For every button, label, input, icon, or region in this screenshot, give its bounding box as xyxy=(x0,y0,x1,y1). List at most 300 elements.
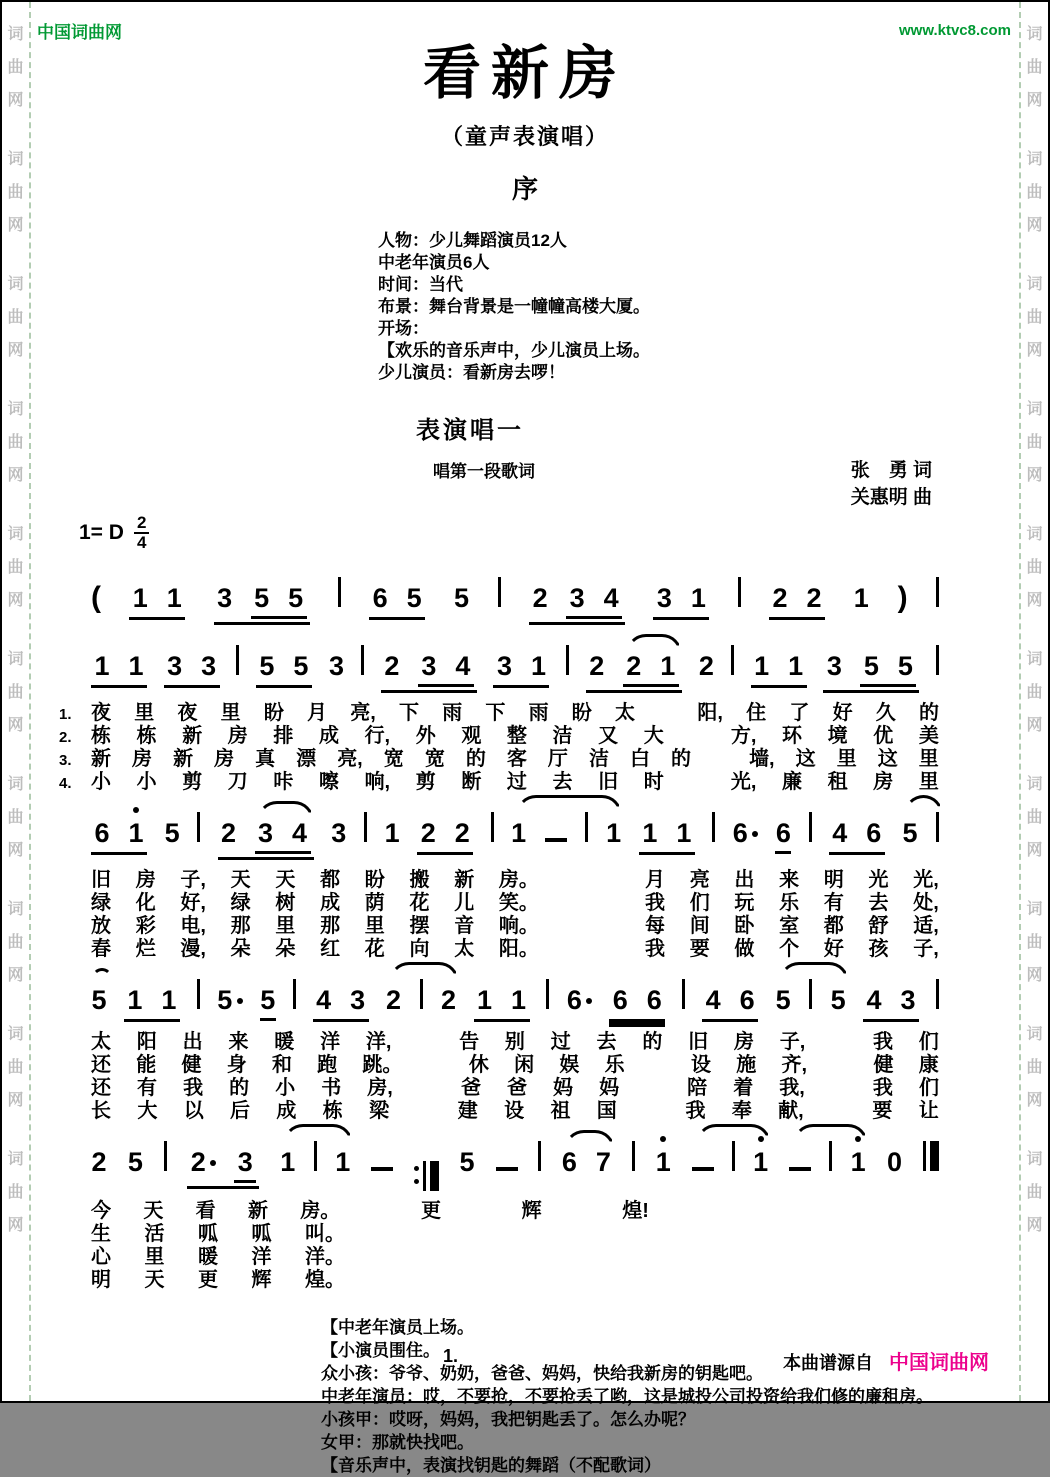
watermark-char: 词 xyxy=(1026,151,1043,168)
syllable: 里 xyxy=(275,915,296,937)
syllable: 我 xyxy=(645,938,665,960)
syllable: 房 xyxy=(132,748,153,770)
music-line-5 xyxy=(91,1141,939,1191)
syllable: 租 xyxy=(827,771,848,793)
text-line: 少儿演员：看新房去啰！ xyxy=(378,363,565,382)
syllable: 看 xyxy=(195,1200,216,1222)
syllable: 方, xyxy=(730,725,757,747)
syllable: 里 xyxy=(836,748,857,770)
barline xyxy=(420,979,423,1009)
note: 5 xyxy=(91,985,107,1015)
barline xyxy=(197,979,200,1009)
syllable: 笑。 xyxy=(498,892,539,914)
dash-note xyxy=(496,1167,518,1171)
syllable: 红 xyxy=(320,938,341,960)
note: 4 xyxy=(866,985,882,1015)
watermark-char: 网 xyxy=(7,342,24,359)
barline xyxy=(164,1141,167,1171)
note: 3 xyxy=(350,985,366,1015)
octave-dot xyxy=(855,1136,861,1142)
syllable: 咔 xyxy=(273,771,294,793)
barline xyxy=(538,1141,541,1171)
dash-note xyxy=(371,1167,393,1171)
beam-group xyxy=(214,583,310,625)
barline xyxy=(293,979,296,1009)
site-name-link[interactable]: 中国词曲网 xyxy=(37,23,122,42)
watermark-char: 网 xyxy=(1026,592,1043,609)
note: 1 xyxy=(853,583,869,613)
syllable: 观 xyxy=(461,725,482,747)
watermark-char: 词 xyxy=(7,276,24,293)
lyric-row xyxy=(59,726,939,746)
note: 3 xyxy=(331,818,347,848)
note: 1 xyxy=(384,818,400,848)
barline xyxy=(712,812,715,842)
verse-number: 2. xyxy=(59,729,72,746)
beam-group xyxy=(623,651,679,687)
composer-credit: 关惠明 曲 xyxy=(850,487,932,508)
note: 3 xyxy=(329,651,345,681)
note: 2 xyxy=(698,651,714,681)
watermark-char: 曲 xyxy=(1026,684,1043,701)
syllable: 厅 xyxy=(547,748,568,770)
site-url-link[interactable]: www.ktvc8.com xyxy=(899,22,1011,39)
music-line-2 xyxy=(91,645,939,693)
note: 6 xyxy=(612,985,628,1015)
lyric-row xyxy=(59,870,939,890)
syllable: 摆 xyxy=(409,915,430,937)
note: 1 xyxy=(335,1147,351,1177)
syllable: 里 xyxy=(918,748,939,770)
page-content xyxy=(33,2,1017,1475)
note: 6 xyxy=(866,818,882,848)
syllable: 剪 xyxy=(415,771,436,793)
syllable: 去 xyxy=(552,771,573,793)
text-line: 时间：当代 xyxy=(378,275,463,294)
barline xyxy=(829,1141,832,1171)
beam-group xyxy=(313,985,369,1022)
syllable: 绿 xyxy=(230,892,251,914)
syllable: 建 xyxy=(457,1100,478,1122)
watermark-char: 曲 xyxy=(1026,559,1043,576)
syllable: 暖 xyxy=(198,1246,218,1268)
note: 3 xyxy=(258,818,274,848)
watermark-char: 曲 xyxy=(1026,809,1043,826)
syllable: 宽 xyxy=(424,748,445,770)
syllable: 向 xyxy=(409,938,430,960)
note: 5 xyxy=(288,583,304,613)
note: 3 xyxy=(569,583,585,613)
syllable: 祖 xyxy=(550,1100,571,1122)
note: 4 xyxy=(832,818,848,848)
syllable: 亮, xyxy=(337,748,363,770)
slur-group xyxy=(255,818,311,854)
note: 4 xyxy=(603,583,619,613)
syllable: 好, xyxy=(180,892,206,914)
watermark-char: 曲 xyxy=(1026,59,1043,76)
lyric-row xyxy=(59,703,939,723)
syllable: 乐 xyxy=(604,1054,625,1076)
syllable: 那 xyxy=(230,915,251,937)
syllable: 的 xyxy=(918,702,939,724)
beam-group xyxy=(218,818,314,860)
syllable: 下 xyxy=(398,702,419,724)
instruction-credits-row xyxy=(33,457,1017,511)
syllable: 里 xyxy=(364,915,385,937)
note: 6 xyxy=(739,985,755,1015)
syllable: 成 xyxy=(276,1100,297,1122)
watermark-char: 词 xyxy=(7,1151,24,1168)
watermark-char: 网 xyxy=(1026,217,1043,234)
watermark-char: 曲 xyxy=(1026,434,1043,451)
beam-group xyxy=(91,651,147,688)
watermark-char: 网 xyxy=(1026,1217,1043,1234)
syllable: 太 xyxy=(91,1031,111,1053)
syllable: 子, xyxy=(779,1031,806,1053)
note: 5 xyxy=(260,985,276,1021)
syllable: 真 xyxy=(255,748,276,770)
syllable: 洁 xyxy=(552,725,573,747)
syllable: 光 xyxy=(868,869,889,891)
syllable: 我 xyxy=(872,1077,893,1099)
note: 1 xyxy=(850,1147,866,1178)
syllable: 房 xyxy=(873,771,894,793)
syllable: 们 xyxy=(689,892,710,914)
syllable: 明 xyxy=(91,1269,111,1291)
note: 6 xyxy=(566,985,592,1016)
syllable: 都 xyxy=(823,915,844,937)
dash-note xyxy=(692,1167,714,1171)
time-signature xyxy=(134,515,149,551)
watermark-char: 网 xyxy=(1026,92,1043,109)
syllable: 洁 xyxy=(588,748,609,770)
syllable: 房。 xyxy=(498,869,539,891)
section-heading: 表演唱一 xyxy=(416,417,524,444)
syllable: 卧 xyxy=(734,915,755,937)
syllable: 的 xyxy=(671,748,691,770)
barline xyxy=(338,577,341,607)
note: 2 xyxy=(626,651,642,681)
syllable: 呱 xyxy=(251,1223,272,1245)
syllable: 我 xyxy=(872,1031,893,1053)
note: 3 xyxy=(421,651,437,681)
syllable: 做 xyxy=(734,938,755,960)
syllable: 漂 xyxy=(296,748,317,770)
syllable: 齐, xyxy=(781,1054,808,1076)
lyric-row xyxy=(59,1201,939,1221)
syllable: 能 xyxy=(136,1054,157,1076)
watermark-char: 曲 xyxy=(1026,309,1043,326)
note: 3 xyxy=(900,985,916,1015)
watermark-char: 曲 xyxy=(7,59,24,76)
stage-script-block xyxy=(321,1316,1017,1477)
watermark-char: 网 xyxy=(1026,467,1043,484)
syllable: 心 xyxy=(91,1246,111,1268)
syllable: 长 xyxy=(91,1100,111,1122)
song-subtitle: （童声表演唱） xyxy=(440,124,609,149)
barline xyxy=(566,645,569,675)
lyric-row xyxy=(59,1224,939,1244)
syllable: 子, xyxy=(913,938,939,960)
barline xyxy=(936,577,939,607)
music-line-3 xyxy=(91,812,939,860)
note: 2 xyxy=(532,583,548,613)
note: 4 xyxy=(705,985,721,1015)
syllable: 漫, xyxy=(180,938,206,960)
syllable: 洋 xyxy=(320,1031,341,1053)
beam-group xyxy=(369,583,425,620)
lyrics-block-3 xyxy=(59,1032,939,1121)
note: 1 xyxy=(690,583,706,613)
beam-group xyxy=(91,818,147,855)
watermark-char: 词 xyxy=(7,1026,24,1043)
syllable: 施 xyxy=(736,1054,757,1076)
watermark-char: 网 xyxy=(7,217,24,234)
watermark-char: 词 xyxy=(7,151,24,168)
watermark-char: 网 xyxy=(7,842,24,859)
syllable: 梁 xyxy=(369,1100,390,1122)
beam-group xyxy=(609,985,665,1022)
barline xyxy=(731,645,734,675)
syllable: 我 xyxy=(685,1100,706,1122)
note: 5 xyxy=(254,583,270,613)
note: 6 xyxy=(732,818,758,849)
syllable: 夜 xyxy=(91,702,111,724)
syllable: 健 xyxy=(873,1054,894,1076)
syllable: 有 xyxy=(823,892,844,914)
note: 3 xyxy=(217,583,233,613)
syllable: 我 xyxy=(183,1077,204,1099)
note: 1 xyxy=(660,651,676,681)
syllable: 适, xyxy=(913,915,939,937)
note: 3 xyxy=(167,651,183,681)
syllable: 洋 xyxy=(251,1246,272,1268)
syllable: 妈 xyxy=(599,1077,620,1099)
beam-group xyxy=(124,985,180,1022)
lyrics-block-2 xyxy=(59,870,939,959)
note: 4 xyxy=(292,818,308,848)
syllable: 大 xyxy=(137,1100,158,1122)
syllable: 化 xyxy=(135,892,156,914)
syllable: 健 xyxy=(181,1054,202,1076)
syllable: 更 xyxy=(420,1200,441,1222)
syllable: 后 xyxy=(230,1100,251,1122)
syllable: 来 xyxy=(228,1031,249,1053)
syllable: 天 xyxy=(275,869,296,891)
syllable: 天 xyxy=(143,1200,164,1222)
syllable: 我, xyxy=(779,1077,805,1099)
watermark-char: 网 xyxy=(7,92,24,109)
beam-group xyxy=(417,818,473,855)
note: 5 xyxy=(293,651,309,681)
syllable: 玩 xyxy=(734,892,755,914)
syllable: 煌! xyxy=(622,1200,649,1222)
music-line-1 xyxy=(91,577,939,625)
watermark-char: 网 xyxy=(7,1217,24,1234)
augmentation-dot xyxy=(210,1160,216,1166)
note: 5 xyxy=(217,985,243,1016)
syllable: 身 xyxy=(226,1054,247,1076)
watermark-char: 网 xyxy=(7,1092,24,1109)
note: 5 xyxy=(863,651,879,681)
barline xyxy=(682,979,685,1009)
syllable: 来 xyxy=(779,869,800,891)
watermark-char: 网 xyxy=(1026,717,1043,734)
paren: ) xyxy=(897,581,908,614)
syllable: 月 xyxy=(645,869,665,891)
watermark-char: 网 xyxy=(1026,342,1043,359)
watermark-char: 曲 xyxy=(7,934,24,951)
watermark-char: 曲 xyxy=(1026,934,1043,951)
syllable: 彩 xyxy=(135,915,156,937)
syllable: 整 xyxy=(506,725,527,747)
syllable: 旧 xyxy=(91,869,111,891)
augmentation-dot xyxy=(752,831,758,837)
syllable: 休 xyxy=(468,1054,489,1076)
syllable: 美 xyxy=(918,725,939,747)
note: 6 xyxy=(646,985,662,1015)
source-site-link[interactable]: 中国词曲网 xyxy=(889,1352,989,1374)
syllable: 盼 xyxy=(364,869,385,891)
note: 2 xyxy=(386,985,402,1015)
syllable: 新 xyxy=(173,748,194,770)
lyricist-credit: 张 勇 词 xyxy=(850,460,932,481)
watermark-char: 词 xyxy=(1026,276,1043,293)
watermark-column-left xyxy=(2,2,31,1401)
syllable: 过 xyxy=(550,1031,571,1053)
beam-group xyxy=(474,985,530,1022)
note: 1 xyxy=(128,818,144,849)
syllable: 去 xyxy=(596,1031,617,1053)
note: 1 xyxy=(753,1147,769,1178)
syllable: 房, xyxy=(367,1077,393,1099)
syllable: 奉 xyxy=(731,1100,752,1122)
text-line: 众小孩：爷爷、奶奶，爸爸、妈妈，快给我新房的钥匙吧。 xyxy=(321,1364,763,1383)
syllable: 设 xyxy=(504,1100,525,1122)
beam-group xyxy=(129,583,185,620)
lyric-row xyxy=(59,1055,939,1075)
source-prefix: 本曲谱源自 xyxy=(783,1353,873,1373)
beam-group xyxy=(823,651,919,693)
syllable: 白 xyxy=(629,748,650,770)
watermark-char: 词 xyxy=(7,776,24,793)
syllable: 们 xyxy=(918,1031,939,1053)
syllable: 大 xyxy=(643,725,664,747)
note: 6 xyxy=(94,818,110,848)
syllable: 亮 xyxy=(689,869,710,891)
syllable: 嚓 xyxy=(318,771,339,793)
syllable: 新 xyxy=(182,725,203,747)
syllable: 要 xyxy=(872,1100,893,1122)
beam-group xyxy=(702,985,758,1022)
syllable: 间 xyxy=(689,915,710,937)
syllable: 要 xyxy=(689,938,710,960)
syllable: 阳, xyxy=(697,702,723,724)
note: 5 xyxy=(406,583,422,613)
syllable: 着 xyxy=(733,1077,754,1099)
watermark-char: 词 xyxy=(7,526,24,543)
lyric-row xyxy=(59,1101,939,1121)
syllable: 献, xyxy=(778,1100,804,1122)
verse-number: 1. xyxy=(59,706,72,723)
syllable: 煌。 xyxy=(305,1269,345,1291)
note: 2 xyxy=(420,818,436,848)
beam-group xyxy=(860,651,916,687)
stage-info-block xyxy=(378,230,1017,384)
note: 2 xyxy=(589,651,605,681)
syllable: 廉 xyxy=(782,771,803,793)
syllable: 绿 xyxy=(91,892,111,914)
slur-group xyxy=(775,979,846,1016)
note: 1 xyxy=(655,1147,671,1178)
syllable: 房 xyxy=(733,1031,754,1053)
text-line: 小孩甲：哎呀，妈妈，我把钥匙丢了。怎么办呢？ xyxy=(321,1410,695,1429)
text-line: 【欢乐的音乐声中，少儿演员上场。 xyxy=(378,341,650,360)
syllable: 天 xyxy=(230,869,251,891)
beam-group xyxy=(234,1147,256,1183)
syllable: 刀 xyxy=(227,771,248,793)
watermark-char: 曲 xyxy=(7,1059,24,1076)
watermark-char: 曲 xyxy=(7,684,24,701)
note: 2 xyxy=(221,818,237,848)
syllable: 环 xyxy=(782,725,803,747)
text-line: 人物：少儿舞蹈演员12人 xyxy=(378,231,567,250)
syllable: 响, xyxy=(364,771,391,793)
syllable: 叫。 xyxy=(305,1223,345,1245)
syllable: 还 xyxy=(91,1077,111,1099)
octave-dot xyxy=(660,1136,666,1142)
syllable: 下 xyxy=(485,702,506,724)
overture-heading: 序 xyxy=(511,174,538,204)
watermark-char: 词 xyxy=(1026,651,1043,668)
meter-numerator: 2 xyxy=(134,515,149,534)
beam-group xyxy=(529,583,625,625)
watermark-char: 词 xyxy=(1026,1026,1043,1043)
syllable: 爸 xyxy=(506,1077,527,1099)
syllable: 音 xyxy=(454,915,475,937)
beam-group xyxy=(251,583,307,619)
syllable: 花 xyxy=(364,938,385,960)
octave-dot xyxy=(758,1136,764,1142)
barline xyxy=(809,979,812,1009)
barline xyxy=(361,645,364,675)
syllable: 行, xyxy=(364,725,391,747)
syllable: 呱 xyxy=(198,1223,218,1245)
syllable: 书 xyxy=(321,1077,342,1099)
note: 7 xyxy=(595,1147,611,1177)
song-title: 看新房 xyxy=(422,41,627,106)
meter-denominator: 4 xyxy=(136,533,147,552)
barline xyxy=(491,812,494,842)
syllable: 生 xyxy=(91,1223,111,1245)
syllable: 太 xyxy=(454,938,475,960)
note: 4 xyxy=(455,651,471,681)
syllable: 明 xyxy=(823,869,844,891)
beam-group xyxy=(255,818,311,854)
barline xyxy=(936,979,939,1009)
barline xyxy=(732,1141,735,1171)
syllable: 爸 xyxy=(460,1077,481,1099)
syllable: 活 xyxy=(144,1223,165,1245)
syllable: 里 xyxy=(144,1246,165,1268)
syllable: 太 xyxy=(615,702,635,724)
beam-group xyxy=(256,651,312,688)
syllable: 跑 xyxy=(317,1054,338,1076)
syllable: 妈 xyxy=(553,1077,574,1099)
barline xyxy=(498,577,501,607)
syllable: 陪 xyxy=(687,1077,708,1099)
note: 1 xyxy=(676,818,692,848)
